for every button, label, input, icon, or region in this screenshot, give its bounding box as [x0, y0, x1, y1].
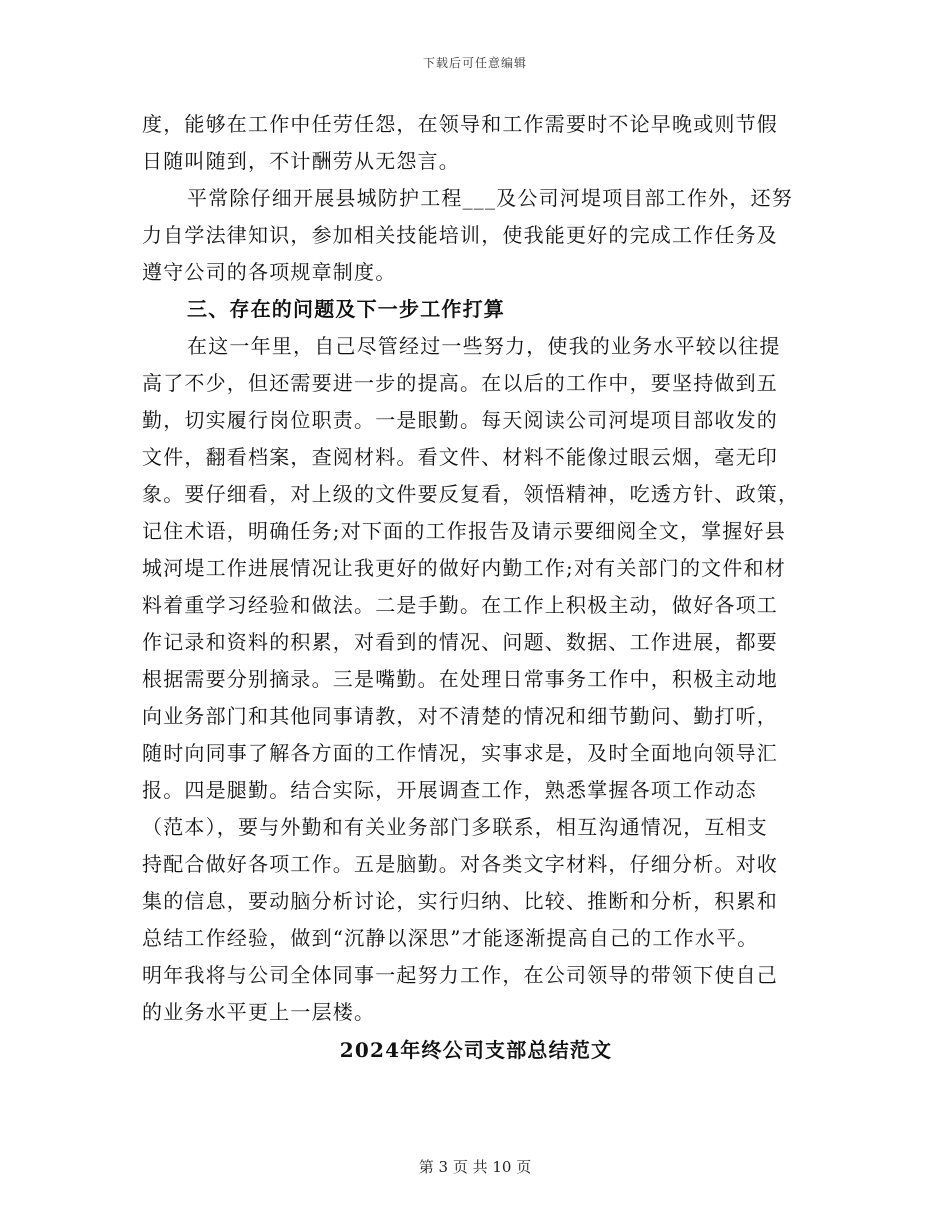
paragraph-line: 明年我将与公司全体同事一起努力工作，在公司领导的带领下使自己: [142, 963, 778, 987]
page-number: 第 3 页 共 10 页: [418, 1158, 532, 1176]
paragraph-line: 文件，翻看档案，查阅材料。看文件、材料不能像过眼云烟，毫无印: [142, 445, 778, 469]
paragraph-line: 持配合做好各项工作。五是脑勤。对各类文字材料，仔细分析。对收: [142, 852, 778, 876]
paragraph-line: 作记录和资料的积累，对看到的情况、问题、数据、工作进展，都要: [142, 630, 778, 654]
paragraph-line: 在这一年里，自己尽管经过一些努力，使我的业务水平较以往提: [187, 334, 781, 358]
paragraph-line: 勤，切实履行岗位职责。一是眼勤。每天阅读公司河堤项目部收发的: [142, 408, 778, 432]
paragraph-line: 集的信息，要动脑分析讨论，实行归纳、比较、推断和分析，积累和: [142, 889, 778, 913]
paragraph-line: 向业务部门和其他同事请教，对不清楚的情况和细节勤问、勤打听，: [142, 704, 778, 728]
document-body: [142, 106, 810, 1069]
paragraph-line: 城河堤工作进展情况让我更好的做好内勤工作;对有关部门的文件和材: [142, 556, 786, 580]
paragraph-line: 象。要仔细看，对上级的文件要反复看，领悟精神，吃透方针、政策，: [142, 482, 800, 506]
paragraph-line: 度，能够在工作中任劳任怨，在领导和工作需要时不论早晚或则节假: [142, 112, 778, 136]
paragraph-line: 日随叫随到，不计酬劳从无怨言。: [142, 149, 460, 173]
paragraph-line: 高了不少，但还需要进一步的提高。在以后的工作中，要坚持做到五: [142, 371, 778, 395]
paragraph-line: 的业务水平更上一层楼。: [142, 1000, 376, 1024]
paragraph-line: 随时向同事了解各方面的工作情况，实事求是，及时全面地向领导汇: [142, 741, 778, 765]
paragraph-line: 根据需要分别摘录。三是嘴勤。在处理日常事务工作中，积极主动地: [142, 667, 778, 691]
paragraph-line: 报。四是腿勤。结合实际，开展调查工作，熟悉掌握各项工作动态: [142, 778, 757, 802]
paragraph-line: （范本），要与外勤和有关业务部门多联系，相互沟通情况，互相支: [142, 815, 768, 839]
paragraph-line: 遵守公司的各项规章制度。: [142, 260, 397, 284]
page-header: 下载后可任意编辑: [422, 56, 527, 70]
paragraph-line: 料着重学习经验和做法。二是手勤。在工作上积极主动，做好各项工: [142, 593, 778, 617]
paragraph-line: 总结工作经验，做到“沉静以深思”才能逐渐提高自己的工作水平。: [142, 926, 759, 950]
paragraph-line: 力自学法律知识，参加相关技能培训，使我能更好的完成工作任务及: [142, 223, 778, 247]
paragraph-line: 记住术语，明确任务;对下面的工作报告及请示要细阅全文，掌握好县: [142, 519, 786, 543]
section-heading: 三、存在的问题及下一步工作打算: [187, 297, 505, 321]
next-section-title: 2024年终公司支部总结范文: [339, 1038, 613, 1062]
paragraph-line: 平常除仔细开展县城防护工程___及公司河堤项目部工作外，还努: [187, 186, 793, 210]
